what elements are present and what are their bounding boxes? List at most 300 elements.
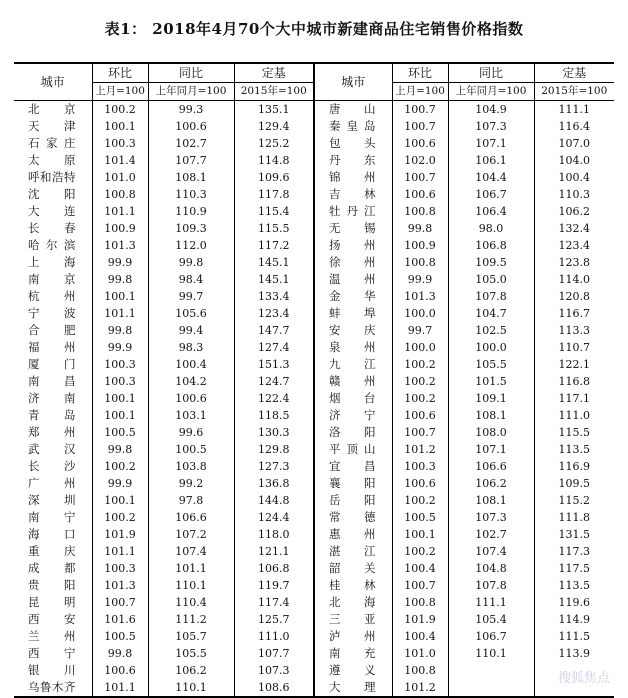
- base-header: 定基: [534, 63, 614, 83]
- city-cell: 合肥: [14, 322, 92, 339]
- city-cell: 韶关: [314, 560, 392, 577]
- yoy-cell: 98.3: [148, 339, 234, 356]
- city-cell: 杭州: [14, 288, 92, 305]
- base-cell: 135.1: [234, 101, 314, 119]
- table-row: [14, 611, 614, 628]
- yoy-cell: 106.6: [448, 458, 534, 475]
- base-cell: 131.5: [534, 526, 614, 543]
- base-cell: 127.4: [234, 339, 314, 356]
- base-cell: 114.8: [234, 152, 314, 169]
- city-cell: 成都: [14, 560, 92, 577]
- city-cell: 牡丹江: [314, 203, 392, 220]
- yoy-cell: 99.7: [148, 288, 234, 305]
- mom-cell: 100.1: [92, 118, 148, 135]
- mom-cell: 100.8: [392, 662, 448, 679]
- mom-cell: 100.7: [392, 169, 448, 186]
- mom-cell: 99.8: [392, 220, 448, 237]
- base-subheader: 2015年=100: [534, 83, 614, 101]
- mom-cell: 102.0: [392, 152, 448, 169]
- base-subheader: 2015年=100: [234, 83, 314, 101]
- base-header: 定基: [234, 63, 314, 83]
- base-cell: 117.8: [234, 186, 314, 203]
- city-cell: 安庆: [314, 322, 392, 339]
- base-cell: 123.8: [534, 254, 614, 271]
- mom-cell: 100.6: [392, 186, 448, 203]
- city-cell: 长春: [14, 220, 92, 237]
- table-row: [14, 509, 614, 526]
- yoy-cell: 106.4: [448, 203, 534, 220]
- mom-cell: 100.3: [92, 560, 148, 577]
- mom-header: 环比: [392, 63, 448, 83]
- city-cell: 温州: [314, 271, 392, 288]
- mom-cell: 99.8: [92, 645, 148, 662]
- mom-cell: 99.9: [392, 271, 448, 288]
- yoy-cell: 101.1: [148, 560, 234, 577]
- yoy-cell: 105.5: [148, 645, 234, 662]
- city-cell: 武汉: [14, 441, 92, 458]
- base-cell: 100.4: [534, 169, 614, 186]
- mom-cell: 100.1: [92, 288, 148, 305]
- mom-cell: 101.0: [392, 645, 448, 662]
- base-cell: 125.7: [234, 611, 314, 628]
- base-cell: 113.3: [534, 322, 614, 339]
- base-cell: 106.8: [234, 560, 314, 577]
- base-cell: 107.7: [234, 645, 314, 662]
- mom-cell: 100.3: [92, 356, 148, 373]
- mom-cell: 99.9: [92, 339, 148, 356]
- mom-cell: 99.9: [92, 254, 148, 271]
- table-row: [14, 305, 614, 322]
- base-cell: 117.2: [234, 237, 314, 254]
- base-cell: 115.4: [234, 203, 314, 220]
- table-row: [14, 543, 614, 560]
- mom-cell: 100.2: [92, 509, 148, 526]
- mom-cell: 100.1: [92, 390, 148, 407]
- mom-cell: 101.9: [92, 526, 148, 543]
- yoy-cell: 105.4: [448, 611, 534, 628]
- city-cell: 呼和浩特: [14, 169, 92, 186]
- mom-cell: 99.9: [92, 475, 148, 492]
- base-cell: 147.7: [234, 322, 314, 339]
- yoy-subheader: 上年同月=100: [148, 83, 234, 101]
- mom-cell: 101.2: [392, 679, 448, 697]
- mom-cell: 100.9: [392, 237, 448, 254]
- city-cell: 桂林: [314, 577, 392, 594]
- base-cell: 124.7: [234, 373, 314, 390]
- city-cell: 北京: [14, 101, 92, 119]
- table-row: [14, 118, 614, 135]
- base-cell: 117.4: [234, 594, 314, 611]
- table-row: [14, 322, 614, 339]
- city-cell: 南充: [314, 645, 392, 662]
- city-cell: 广州: [14, 475, 92, 492]
- city-cell: 遵义: [314, 662, 392, 679]
- city-cell: 三亚: [314, 611, 392, 628]
- mom-cell: 101.6: [92, 611, 148, 628]
- yoy-cell: 105.6: [148, 305, 234, 322]
- base-cell: 104.0: [534, 152, 614, 169]
- yoy-cell: 100.0: [448, 339, 534, 356]
- city-cell: 宜昌: [314, 458, 392, 475]
- table-row: [14, 492, 614, 509]
- city-cell: 泉州: [314, 339, 392, 356]
- base-cell: 111.1: [534, 101, 614, 119]
- table-row: [14, 339, 614, 356]
- yoy-cell: 110.1: [448, 645, 534, 662]
- base-cell: 145.1: [234, 254, 314, 271]
- table-row: [14, 254, 614, 271]
- yoy-cell: 104.2: [148, 373, 234, 390]
- base-cell: 122.4: [234, 390, 314, 407]
- yoy-cell: 111.2: [148, 611, 234, 628]
- yoy-cell: 102.7: [148, 135, 234, 152]
- mom-cell: 100.7: [392, 424, 448, 441]
- mom-cell: 100.4: [392, 628, 448, 645]
- city-cell: 九江: [314, 356, 392, 373]
- city-cell: 惠州: [314, 526, 392, 543]
- mom-cell: 100.5: [92, 424, 148, 441]
- city-cell: 郑州: [14, 424, 92, 441]
- base-cell: 116.8: [534, 373, 614, 390]
- mom-cell: 100.6: [392, 135, 448, 152]
- mom-cell: 100.3: [392, 458, 448, 475]
- base-cell: 129.8: [234, 441, 314, 458]
- yoy-cell: 110.1: [148, 679, 234, 697]
- table-row: [14, 288, 614, 305]
- yoy-cell: 105.7: [148, 628, 234, 645]
- city-cell: 蚌埠: [314, 305, 392, 322]
- city-cell: 上海: [14, 254, 92, 271]
- city-cell: 唐山: [314, 101, 392, 119]
- base-cell: 111.0: [534, 407, 614, 424]
- city-cell: 太原: [14, 152, 92, 169]
- yoy-cell: 107.7: [148, 152, 234, 169]
- city-cell: 南昌: [14, 373, 92, 390]
- city-cell: 无锡: [314, 220, 392, 237]
- mom-cell: 100.0: [392, 305, 448, 322]
- city-cell: 西宁: [14, 645, 92, 662]
- base-cell: 133.4: [234, 288, 314, 305]
- yoy-cell: 99.6: [148, 424, 234, 441]
- city-cell: 烟台: [314, 390, 392, 407]
- city-cell: 天津: [14, 118, 92, 135]
- base-cell: 107.3: [234, 662, 314, 679]
- base-cell: 108.6: [234, 679, 314, 697]
- yoy-cell: 108.1: [448, 407, 534, 424]
- yoy-cell: 110.9: [148, 203, 234, 220]
- city-cell: 大理: [314, 679, 392, 697]
- mom-cell: 99.8: [92, 441, 148, 458]
- city-cell: 厦门: [14, 356, 92, 373]
- yoy-cell: 106.1: [448, 152, 534, 169]
- city-cell: 石家庄: [14, 135, 92, 152]
- base-cell: 115.5: [234, 220, 314, 237]
- yoy-cell: 98.4: [148, 271, 234, 288]
- mom-header: 环比: [92, 63, 148, 83]
- table-row: [14, 475, 614, 492]
- base-cell: 115.2: [534, 492, 614, 509]
- yoy-cell: 107.8: [448, 288, 534, 305]
- mom-cell: 101.2: [392, 441, 448, 458]
- table-row: [14, 441, 614, 458]
- base-cell: 123.4: [234, 305, 314, 322]
- city-cell: 吉林: [314, 186, 392, 203]
- table-row: [14, 237, 614, 254]
- mom-cell: 100.2: [392, 390, 448, 407]
- base-cell: 118.5: [234, 407, 314, 424]
- city-cell: 常德: [314, 509, 392, 526]
- city-cell: 乌鲁木齐: [14, 679, 92, 697]
- yoy-cell: 106.7: [448, 186, 534, 203]
- mom-cell: 100.1: [92, 407, 148, 424]
- city-cell: 兰州: [14, 628, 92, 645]
- base-cell: 113.9: [534, 645, 614, 662]
- mom-cell: 100.9: [92, 220, 148, 237]
- mom-cell: 100.2: [392, 492, 448, 509]
- table-row: [14, 203, 614, 220]
- city-cell: 襄阳: [314, 475, 392, 492]
- mom-subheader: 上月=100: [92, 83, 148, 101]
- yoy-cell: 104.7: [448, 305, 534, 322]
- header-row: [14, 63, 614, 83]
- yoy-cell: 107.4: [148, 543, 234, 560]
- city-cell: 岳阳: [314, 492, 392, 509]
- base-cell: 127.3: [234, 458, 314, 475]
- mom-cell: 101.0: [92, 169, 148, 186]
- base-cell: 113.5: [534, 577, 614, 594]
- city-cell: 济南: [14, 390, 92, 407]
- mom-cell: 101.3: [92, 577, 148, 594]
- city-cell: 扬州: [314, 237, 392, 254]
- yoy-cell: 106.7: [448, 628, 534, 645]
- base-cell: 110.3: [534, 186, 614, 203]
- mom-cell: 100.1: [92, 492, 148, 509]
- yoy-cell: 106.8: [448, 237, 534, 254]
- mom-cell: 100.3: [92, 135, 148, 152]
- price-index-table: [14, 62, 614, 698]
- watermark-logo: 搜狐焦点: [557, 671, 610, 686]
- mom-subheader: 上月=100: [392, 83, 448, 101]
- city-header: 城市: [314, 63, 392, 101]
- yoy-cell: 99.4: [148, 322, 234, 339]
- city-cell: 锦州: [314, 169, 392, 186]
- base-cell: 122.1: [534, 356, 614, 373]
- yoy-cell: 100.6: [148, 118, 234, 135]
- yoy-cell: 103.8: [148, 458, 234, 475]
- base-cell: 123.4: [534, 237, 614, 254]
- city-cell: 秦皇岛: [314, 118, 392, 135]
- base-cell: 109.5: [534, 475, 614, 492]
- city-cell: 银川: [14, 662, 92, 679]
- yoy-cell: 107.1: [448, 441, 534, 458]
- table-row: [14, 424, 614, 441]
- city-cell: 平顶山: [314, 441, 392, 458]
- yoy-cell: 109.1: [448, 390, 534, 407]
- city-cell: 昆明: [14, 594, 92, 611]
- yoy-cell: 111.1: [448, 594, 534, 611]
- yoy-cell: 107.8: [448, 577, 534, 594]
- base-cell: 114.0: [534, 271, 614, 288]
- base-cell: 117.5: [534, 560, 614, 577]
- yoy-cell: 102.7: [448, 526, 534, 543]
- table-row: [14, 271, 614, 288]
- base-cell: 109.6: [234, 169, 314, 186]
- city-cell: 重庆: [14, 543, 92, 560]
- base-cell: 117.3: [534, 543, 614, 560]
- city-cell: 济宁: [314, 407, 392, 424]
- base-cell: 114.9: [534, 611, 614, 628]
- yoy-cell: 101.5: [448, 373, 534, 390]
- yoy-cell: 110.1: [148, 577, 234, 594]
- yoy-cell: 104.8: [448, 560, 534, 577]
- yoy-cell: 110.3: [148, 186, 234, 203]
- table-row: [14, 628, 614, 645]
- base-cell: 113.5: [534, 441, 614, 458]
- yoy-cell: 99.8: [148, 254, 234, 271]
- mom-cell: 100.6: [392, 407, 448, 424]
- table-row: [14, 373, 614, 390]
- yoy-cell: 97.8: [148, 492, 234, 509]
- table-row: [14, 390, 614, 407]
- city-cell: 宁波: [14, 305, 92, 322]
- city-cell: 哈尔滨: [14, 237, 92, 254]
- mom-cell: 100.5: [92, 628, 148, 645]
- table-row: [14, 458, 614, 475]
- table-row: [14, 135, 614, 152]
- base-cell: 120.8: [534, 288, 614, 305]
- yoy-cell: 104.4: [448, 169, 534, 186]
- city-cell: 金华: [314, 288, 392, 305]
- yoy-cell: 107.3: [448, 509, 534, 526]
- base-cell: 119.7: [234, 577, 314, 594]
- table-title: 表1： 2018年4月70个大中城市新建商品住宅销售价格指数: [104, 20, 524, 38]
- mom-cell: 100.8: [392, 594, 448, 611]
- mom-cell: 100.5: [392, 509, 448, 526]
- city-cell: 青岛: [14, 407, 92, 424]
- yoy-header: 同比: [148, 63, 234, 83]
- mom-cell: 100.1: [392, 526, 448, 543]
- yoy-cell: 106.2: [448, 475, 534, 492]
- table-row: [14, 577, 614, 594]
- mom-cell: 100.6: [92, 662, 148, 679]
- yoy-cell: 102.5: [448, 322, 534, 339]
- base-cell: 111.0: [234, 628, 314, 645]
- city-cell: 西安: [14, 611, 92, 628]
- yoy-cell: 105.5: [448, 356, 534, 373]
- mom-cell: 101.3: [92, 237, 148, 254]
- yoy-cell: 107.3: [448, 118, 534, 135]
- mom-cell: 100.8: [392, 254, 448, 271]
- city-cell: 南宁: [14, 509, 92, 526]
- city-cell: 湛江: [314, 543, 392, 560]
- city-cell: 海口: [14, 526, 92, 543]
- table-row: [14, 645, 614, 662]
- yoy-cell: 109.5: [448, 254, 534, 271]
- base-cell: 111.5: [534, 628, 614, 645]
- yoy-cell: 107.1: [448, 135, 534, 152]
- city-cell: 深圳: [14, 492, 92, 509]
- yoy-cell: 99.2: [148, 475, 234, 492]
- yoy-cell: 100.4: [148, 356, 234, 373]
- city-cell: 沈阳: [14, 186, 92, 203]
- city-cell: 丹东: [314, 152, 392, 169]
- base-cell: 129.4: [234, 118, 314, 135]
- mom-cell: 100.2: [92, 101, 148, 119]
- mom-cell: 99.7: [392, 322, 448, 339]
- mom-cell: 101.4: [92, 152, 148, 169]
- mom-cell: 100.2: [392, 543, 448, 560]
- base-cell: 144.8: [234, 492, 314, 509]
- base-cell: 107.0: [534, 135, 614, 152]
- mom-cell: 100.2: [392, 356, 448, 373]
- table-row: [14, 101, 614, 119]
- yoy-cell: 110.4: [148, 594, 234, 611]
- mom-cell: 100.8: [392, 203, 448, 220]
- table-row: [14, 594, 614, 611]
- city-cell: 大连: [14, 203, 92, 220]
- city-cell: 长沙: [14, 458, 92, 475]
- table-row: [14, 186, 614, 203]
- city-cell: 徐州: [314, 254, 392, 271]
- yoy-cell: 103.1: [148, 407, 234, 424]
- base-cell: 111.8: [534, 509, 614, 526]
- mom-cell: 100.2: [392, 373, 448, 390]
- base-cell: 116.4: [534, 118, 614, 135]
- base-cell: 106.2: [534, 203, 614, 220]
- yoy-cell: 107.2: [148, 526, 234, 543]
- yoy-cell: 108.1: [448, 492, 534, 509]
- mom-cell: 100.6: [392, 475, 448, 492]
- city-cell: 包头: [314, 135, 392, 152]
- city-cell: 北海: [314, 594, 392, 611]
- yoy-cell: 105.0: [448, 271, 534, 288]
- mom-cell: 100.7: [392, 118, 448, 135]
- mom-cell: 100.0: [392, 339, 448, 356]
- base-cell: 125.2: [234, 135, 314, 152]
- base-cell: 151.3: [234, 356, 314, 373]
- city-cell: 福州: [14, 339, 92, 356]
- mom-cell: 100.7: [92, 594, 148, 611]
- mom-cell: 101.3: [392, 288, 448, 305]
- mom-cell: 101.9: [392, 611, 448, 628]
- table-row: [14, 560, 614, 577]
- city-cell: 赣州: [314, 373, 392, 390]
- yoy-cell: 109.3: [148, 220, 234, 237]
- base-cell: 115.5: [534, 424, 614, 441]
- mom-cell: 100.3: [92, 373, 148, 390]
- base-cell: 130.3: [234, 424, 314, 441]
- base-cell: 116.7: [534, 305, 614, 322]
- base-cell: 132.4: [534, 220, 614, 237]
- base-cell: 124.4: [234, 509, 314, 526]
- mom-cell: 99.8: [92, 271, 148, 288]
- base-cell: 116.9: [534, 458, 614, 475]
- table-row: [14, 220, 614, 237]
- mom-cell: 100.2: [92, 458, 148, 475]
- city-cell: 南京: [14, 271, 92, 288]
- yoy-cell: 104.9: [448, 101, 534, 119]
- city-cell: 洛阳: [314, 424, 392, 441]
- city-cell: 贵阳: [14, 577, 92, 594]
- table-row: [14, 152, 614, 169]
- mom-cell: 101.1: [92, 543, 148, 560]
- yoy-cell: 99.3: [148, 101, 234, 119]
- base-cell: 110.7: [534, 339, 614, 356]
- mom-cell: 99.8: [92, 322, 148, 339]
- base-cell: 118.0: [234, 526, 314, 543]
- base-cell: 145.1: [234, 271, 314, 288]
- yoy-header: 同比: [448, 63, 534, 83]
